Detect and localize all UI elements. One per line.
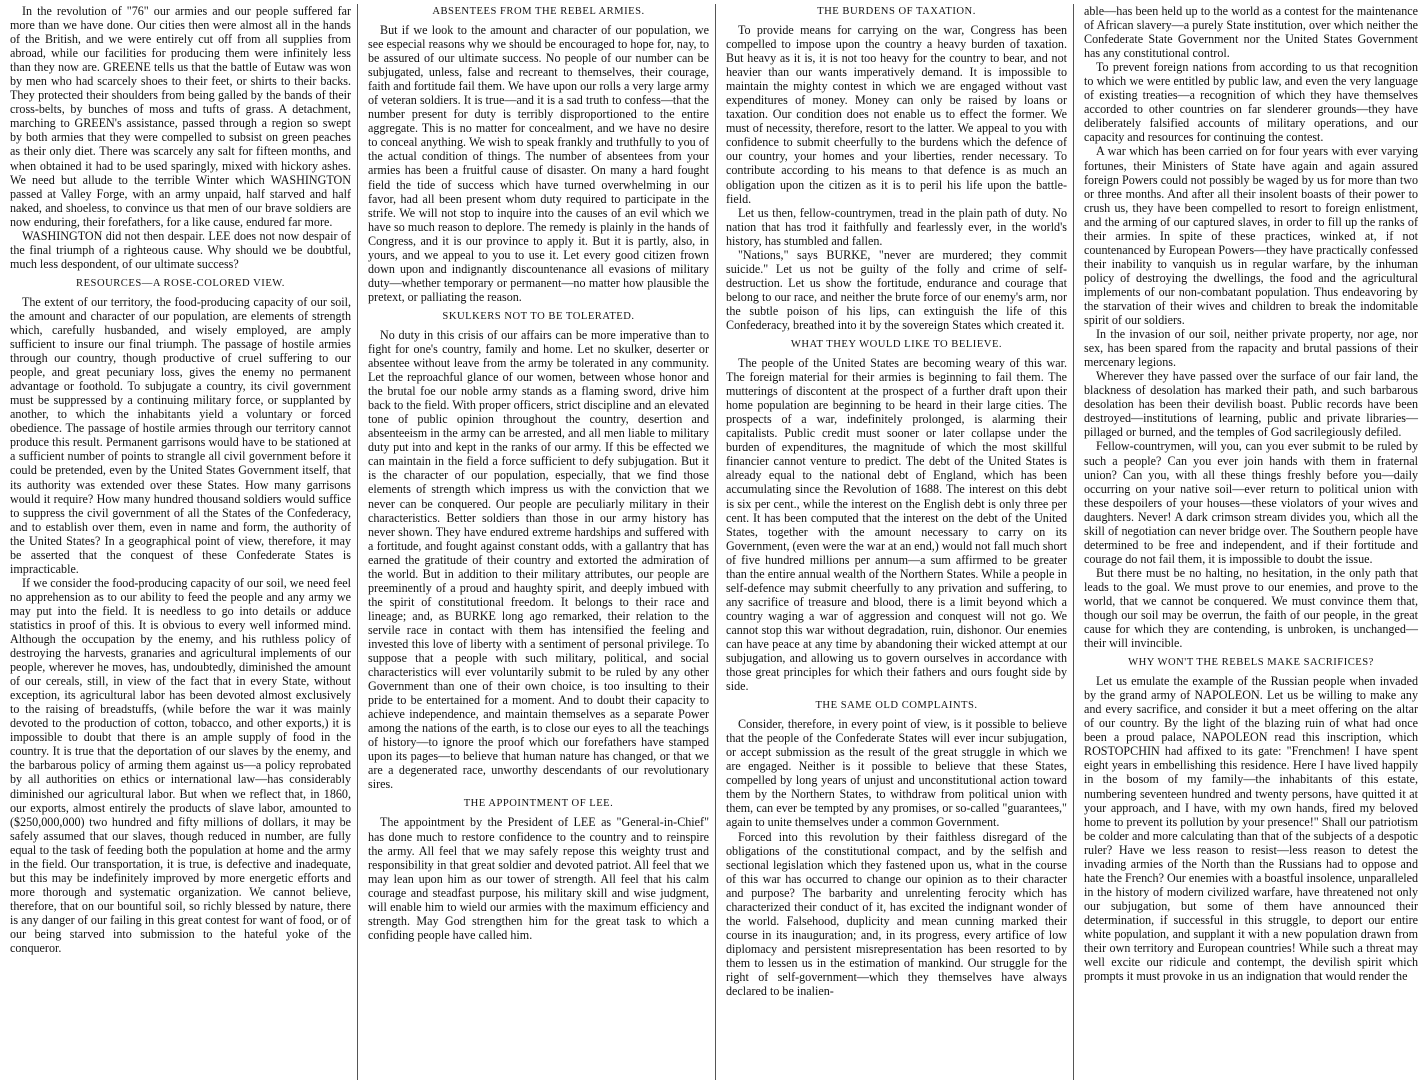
section-heading: RESOURCES—A ROSE-COLORED VIEW. — [76, 277, 285, 289]
paragraph: The extent of our territory, the food-producing capacity of our soil, the amount and character of our population, are elements of strength which, carefully husbanded, and wisely employed, are amply sufficient to insure our final triumph. The passage of hostile armies through our country, though productive of cruel suffering to our people, and great pecuniary loss, gives the enemy no permanent advantage or foothold. To subjugate a country, its civil government must be suppressed by a continuing military force, or supplanted by another, to which the inhabitants yield a voluntary or forced obedience. The passage of hostile armies through our territory cannot produce this result. Permanent garrisons would have to be stationed at a sufficient number of points to strangle all civil government before it could be pretended, even by the United States Government itself, that its authority was extended over these States. How many garrisons would it require? How many hundred thousand soldiers would suffice to suppress the civil government of all the States of the Confederacy, and to establish over them, even in name and form, the authority of the United States? In a geographical point of view, therefore, it may be asserted that the conquest of these Confederate States is impracticable. — [10, 294, 351, 576]
paragraph: Consider, therefore, in every point of view, is it possible to believe that the people of the Confederate States will ever incur subjugation, or accept submission as the result of the great struggle in which we are engaged. Neither is it possible to believe that these States, compelled by long years of unjust and unconstitutional action toward them by the Northern States, to withdraw from political union with them, can ever be tempted by any promises, or so-called "guarantees," again to unite themselves under a common Government. — [726, 717, 1067, 830]
paragraph: "Nations," says BURKE, "never are murdered; they commit suicide." Let us not be guilty of the folly and crime of self-destruction. Let us show the fortitude, endurance and courage that belong to our race, and neither the brute force of our enemy's arm, nor the subtle poison of his lips, can extinguish the life of this Confederacy, breathed into it by the sovereign States which created it. — [726, 247, 1067, 332]
section-heading: THE BURDENS OF TAXATION. — [817, 6, 976, 17]
paragraph: A war which has been carried on for four years with ever varying fortunes, their Ministers of State have again and again assured foreign Powers could not possibly be waged by us for more than two or three months. And after all their insolent boasts of their power to crush us, they have been compelled to resort to foreign enlistment, and the arming of our captured slaves, in order to fill up the ranks of their armies. In spite of these practices, winked at, if not countenanced by European Powers—they have practically confessed their inability to vanquish us in regular warfare, by the inhuman policy of destroying the dwellings, the food and the agricultural implements of our non-combatant population. Thus endeavoring by the starvation of their wives and children to break the indomitable spirit of our soldiers. — [1084, 144, 1418, 328]
column-1 — [4, 4, 358, 1080]
paragraph: The people of the United States are becoming weary of this war. The foreign material for their armies is beginning to fail them. The mutterings of discontent at the prospect of a further draft upon their home population are beginning to be heard in their large cities. The prospects of a war, indefinitely prolonged, is alarming their capitalists. Public credit must sooner or later collapse under the burden of expenditures, the magnitude of which the most skillful financier cannot venture to predict. The debt of the United States is already equal to the national debt of England, which has been accumulating since the Revolution of 1688. The interest on this debt is six per cent., while the interest on the English debt is only three per cent. It has been computed that the interest on the debt of the United States, together with the amount necessary to carry on its Government, (even were the war at an end,) would not fall much short of five hundred millions per annum—a sum affirmed to be greater than the entire annual wealth of the Northern States. While a people in self-defence may submit cheerfully to any privation and suffering, to any sacrifice of treasure and blood, there is a limit beyond which a country waging a war of aggression and conquest will not go. We cannot stop this war without degradation, ruin, dishonor. Our enemies can have peace at any time by abandoning their wicked attempt at our subjugation, and allowing us to govern ourselves in accordance with those great principles for which their fathers and ours fought side by side. — [726, 356, 1067, 694]
paragraph: No duty in this crisis of our affairs can be more imperative than to fight for one's country, family and home. Let no skulker, deserter or absentee without leave from the army be tolerated in any community. Let the reproachful glance of our women, between whose honor and the brutal foe our noble army stands as a flaming sword, drive him back to the field. With proper officers, strict discipline and an elevated tone of public opinion throughout the country, desertion and absenteeism in the army can be arrested, and all men liable to military duty put into and kept in the ranks of our army. If this be effected we can maintain in the field a force sufficient to defy subjugation. But it is the character of our population, especially, that we find those elements of strength which impress us with the conviction that we never can be conquered. Our people are peculiarly military in their characteristics. Better soldiers than those in our army history has never shown. They have endured extreme hardships and suffered with a fortitude, and fought against constant odds, with a gallantry that has earned the gratitude of their country and extorted the admiration of the world. But in addition to their military attributes, our people are preeminently of a proud and haughty spirit, and deeply imbued with the spirit of constitutional freedom. It belongs to their race and lineage; and, as BURKE long ago remarked, their relation to the servile race in contact with them has intensified the feeling and invested this love of liberty with a sentiment of personal privilege. To suppose that a people with such military, political, and social characteristics will ever voluntarily submit to be ruled by any other Government than one of their own choice, is too insulting to their pride to be entertained for a moment. And to doubt their capacity to achieve independence, and maintain themselves as a separate Power among the nations of the earth, is to close our eyes to all the teachings of history—to ignore the proof which our forefathers have stamped upon its pages—to believe that human nature has changed, or that we are a degenerated race, unworthy descendants of our revolutionary sires. — [368, 327, 709, 792]
paragraph: able—has been held up to the world as a contest for the maintenance of African slavery—a purely State institution, over which neither the Confederate State Government nor the United States Government has any constitutional control. — [1084, 4, 1418, 61]
section-heading: WHY WON'T THE REBELS MAKE SACRIFICES? — [1128, 657, 1374, 669]
paragraph: The appointment by the President of LEE as "General-in-Chief" has done much to restore confidence to the country and to reinspire the army. All feel that we may safely repose this weighty trust and responsibility in that great soldier and devoted patriot. All feel that we may lean upon him as our tower of strength. All feel that his calm courage and steadfast purpose, his military skill and wise judgment, will enable him to wield our armies with the maximum efficiency and strength. May God strengthen him for the great task to which a confiding people have called him. — [368, 815, 709, 942]
paragraph: If we consider the food-producing capacity of our soil, we need feel no apprehension as to our ability to feed the people and any army we may put into the field. It is needless to go into details or adduce statistics in proof of this. It is obvious to every well informed mind. Although the occupation by the enemy, and his ruthless policy of destroying the harvests, granaries and agricultural implements of our people, wherever he moves, has, undoubtedly, diminished the amount of our cereals, still, in view of the fact that in every State, without exception, its agricultural labor has been devoted almost exclusively to the raising of breadstuffs, (while before the war it was mainly devoted to the production of cotton, tobacco, and other exports,) it is impossible to doubt that there is an ample supply of food in the country. It is true that the deportation of our slaves by the enemy, and the barbarous policy of arming them against us—a policy reprobated by all authorities on ethics or international law—has considerably diminished our agricultural labor. But when we reflect that, in 1860, our exports, almost entirely the products of slave labor, amounted to ($250,000,000) two hundred and fifty millions of dollars, it may be safely assumed that our slaves, though reduced in number, are fully equal to the task of feeding both the population at home and the army in the field. Our transportation, it is true, is defective and inadequate, but this may be indefinitely improved by more energetic efforts and more thorough and systematic organization. We cannot believe, therefore, that on our bountiful soil, so richly blessed by nature, there is any danger of our failing in this great contest for want of food, or of our being starved into submission to the hateful yoke of the conqueror. — [10, 575, 351, 956]
paragraph: Forced into this revolution by their faithless disregard of the obligations of the constitutional compact, and by the selfish and sectional legislation which they fastened upon us, what in the course of this war has occurred to change our opinion as to their character and purpose? The barbarity and unrelenting ferocity which has characterized their conduct of it, has excited the indignant wonder of the world. Falsehood, duplicity and mean cunning marked their course in its inauguration; and, in its progress, every artifice of low diplomacy and persistent misrepresentation has been resorted to by them to lessen us in the estimation of mankind. Our struggle for the right of self-government—which they themselves have always declared to be inalien- — [726, 829, 1067, 999]
paragraph: To prevent foreign nations from according to us that recognition to which we were entitled by public law, and even the very language of existing treaties—a recognition of which they have themselves accorded to other countries on far slenderer grounds—they have deliberately falsified accounts of military operations, and our capacity and resources for continuing the contest. — [1084, 60, 1418, 145]
section-heading: THE APPOINTMENT OF LEE. — [463, 798, 614, 810]
paragraph: But if we look to the amount and character of our population, we see especial reasons why we should be encouraged to hope for, nay, to be assured of our ultimate success. No people of our number can be subjugated, unless, false and recreant to themselves, their courage, faith and fortitude fail them. We have upon our rolls a very large army of veteran soldiers. It is true—and it is a sad truth to confess—that the number present for duty is terribly disproportioned to the entire aggregate. This is no matter for concealment, and we have no desire to conceal anything. We wish to speak frankly and truthfully to you of the actual condition of things. The number of absentees from your armies has been a fruitful cause of disaster. On many a hard fought field the tide of success which have turned overwhelming in our favor, had all been present whom duty required to participate in the strife. We will not stop to inquire into the causes of an evil which we have so much reason to deplore. The remedy is plainly in the hands of Congress, and it is our province to apply it. But it is partly, also, in yours, and we appeal to you to use it. Let every good citizen frown down upon and indignantly discountenance all evasions of military duty—whether temporary or permanent—no matter how plausible the pretext, or palliating the reason. — [368, 23, 709, 304]
column-3 — [720, 4, 1074, 1080]
column-4 — [1078, 4, 1420, 1080]
paragraph: Fellow-countrymen, will you, can you ever submit to be ruled by such a people? Can you ever join hands with them in fraternal union? Can you, with all these things freshly before you—daily occurring on your native soil—ever return to political union with these despoilers of your houses—these violators of your wives and daughters. Never! A dark crimson stream divides you, which all the skill of negotiation can never bridge over. The Southern people have determined to be free and independent, and if their fortitude and courage do not fail them, it is impossible to doubt the issue. — [1084, 439, 1418, 566]
paragraph: To provide means for carrying on the war, Congress has been compelled to impose upon the country a heavy burden of taxation. But heavy as it is, it is not too heavy for the country to bear, and not heavier than our wants imperatively demand. It is impossible to maintain the mighty contest in which we are engaged without vast expenditures of money. Money can only be raised by loans or taxation. Our condition does not enable us to effect the former. We must of necessity, therefore, resort to the latter. We appeal to you with confidence to submit cheerfully to the burdens which the defence of our country, your homes and your liberties, render necessary. To contribute according to his means to that defence is as much an obligation upon the citizen as it is to peril his life upon the battle-field. — [726, 23, 1067, 206]
section-heading: WHAT THEY WOULD LIKE TO BELIEVE. — [790, 339, 1003, 351]
paragraph: Wherever they have passed over the surface of our fair land, the blackness of desolation has marked their path, and such barbarous desolation has been their devilish boast. Public records have been destroyed—institutions of learning, public and private libraries—pillaged or burned, and the temples of God sacrilegiously defiled. — [1084, 369, 1418, 440]
column-2 — [362, 4, 716, 1080]
section-heading: ABSENTEES FROM THE REBEL ARMIES. — [432, 6, 645, 17]
paragraph: Let us then, fellow-countrymen, tread in the plain path of duty. No nation that has trod it faithfully and fearlessly ever, in the world's history, has stumbled and fallen. — [726, 205, 1067, 248]
paragraph: In the invasion of our soil, neither private property, nor age, nor sex, has been spared from the rapacity and brutal passions of their mercenary legions. — [1084, 327, 1418, 370]
section-heading: SKULKERS NOT TO BE TOLERATED. — [442, 310, 635, 322]
paragraph: WASHINGTON did not then despair. LEE does not now despair of the final triumph of a righteous cause. Why should we be doubtful, much less despondent, of our ultimate success? — [10, 228, 351, 271]
section-heading: THE SAME OLD COMPLAINTS. — [815, 700, 978, 712]
paragraph: In the revolution of "76" our armies and our people suffered far more than we have done. Our cities then were almost all in the hands of the British, and we were entirely cut off from all supplies from abroad, while our facilities for producing them were infinitely less than they now are. GREENE tells us that the battle of Eutaw was won by men who had scarcely shoes to their feet, or shirts to their backs. They protected their shoulders from being galled by the bands of their cross-belts, by bunches of moss and tufts of grass. A detachment, marching to GREEN's assistance, passed through a region so swept by both armies that they were compelled to subsist on green peaches as their only diet. There was scarcely any salt for fifteen months, and when obtained it had to be used sparingly, mixed with hickory ashes. We need but allude to the terrible Winter which WASHINGTON passed at Valley Forge, with an army unpaid, half starved and half naked, and shoeless, to convince us that men of our brave soldiers are now enduring, their forefathers, for a like cause, endured far more. — [10, 4, 351, 229]
paragraph: Let us emulate the example of the Russian people when invaded by the grand army of NAPOLEON. Let us be willing to make any and every sacrifice, and consider it but a meet offering on the altar of our country. By the light of the blazing ruin of what had once been a proud palace, NAPOLEON read this inscription, which ROSTOPCHIN had affixed to its gate: "Frenchmen! I have spent eight years in embellishing this residence. Here I have lived happily in the bosom of my family—the inhabitants of this estate, numbering seventeen hundred and twenty persons, have quitted it at your approach, and I have, with my own hands, fired my beloved home to prevent its pollution by your presence!" Shall our patriotism be colder and more calculating than that of the subjects of a despotic ruler? Have we less reason to resist—less reason to detest the invading armies of the North than the Russians had to oppose and hate the French? Our enemies with a boastful insolence, unparalleled in the history of modern civilized warfare, have threatened not only our subjugation, but some of them have announced their determination, if successful in this struggle, to deport our entire white population, and supplant it with a new population drawn from their own territory and European countries! While such a threat may well excite our ridicule and contempt, the devilish spirit which prompts it must provoke in us an indignation that would render the — [1084, 674, 1418, 984]
paragraph: But there must be no halting, no hesitation, in the only path that leads to the goal. We must prove to our enemies, and prove to the world, that we cannot be conquered. We must convince them that, though our soil may be overrun, the faith of our people, in the great cause for which they are contending, is unbroken, is unchanged—their will invincible. — [1084, 565, 1418, 651]
